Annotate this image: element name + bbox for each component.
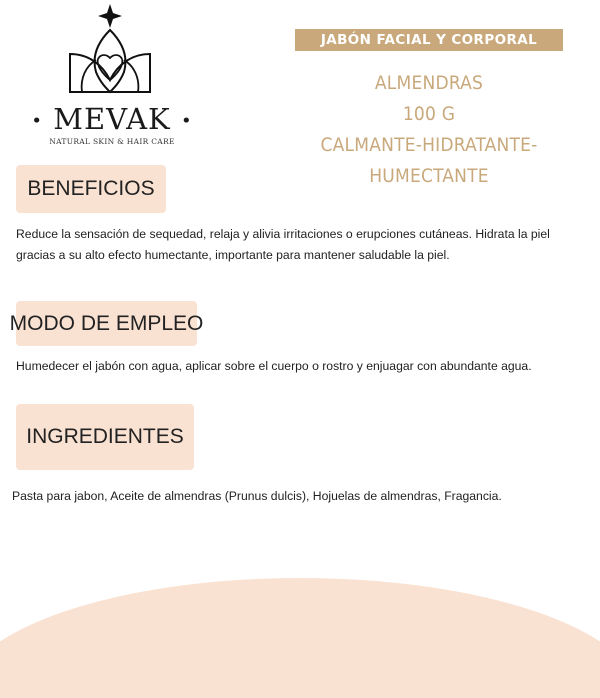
brand-tagline: NATURAL SKIN & HAIR CARE (49, 137, 175, 146)
modo-empleo-heading: MODO DE EMPLEO (16, 301, 197, 346)
product-type-badge: JABÓN FACIAL Y CORPORAL (295, 29, 563, 51)
lotus-icon (30, 0, 190, 110)
product-weight: 100 G (402, 103, 456, 125)
brand-text: MEVAK (53, 102, 171, 136)
brand-name (22, 102, 202, 136)
ingredientes-text: Pasta para jabon, Aceite de almendras (Prunus dulcis), Hojuelas de almendras, Fragancia. (12, 489, 502, 503)
product-properties-line1: CALMANTE-HIDRATANTE- (320, 134, 538, 156)
beneficios-text: Reduce la sensación de sequedad, relaja y alivia irritaciones o erupciones cutáneas. Hidrata la piel gracias a su alto efecto humectante, importante para mantener saludable la piel. (16, 227, 550, 262)
modo-empleo-text: Humedecer el jabón con agua, aplicar sobre el cuerpo o rostro y enjuagar con abundante agua. (16, 359, 532, 373)
brand-dot-right: • (180, 110, 193, 132)
brand-dot-left: • (31, 110, 44, 132)
decorative-bottom-arc (0, 578, 600, 698)
beneficios-heading: BENEFICIOS (16, 165, 166, 213)
ingredientes-heading: INGREDIENTES (16, 404, 194, 470)
brand-logo (30, 0, 190, 160)
product-name: ALMENDRAS (374, 72, 484, 94)
product-info (300, 68, 558, 192)
product-properties-line2: HUMECTANTE (369, 165, 489, 187)
